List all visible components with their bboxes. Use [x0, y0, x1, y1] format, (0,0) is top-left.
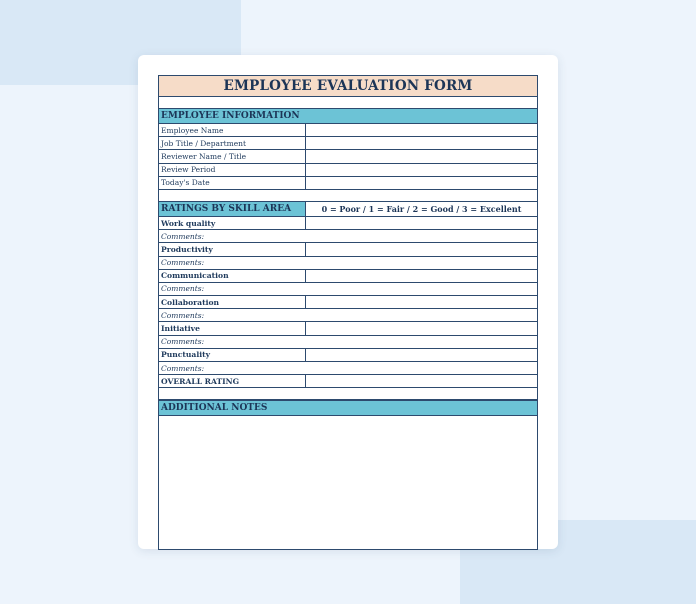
employee-information-fields — [158, 124, 538, 190]
skill-label: Communication — [159, 270, 306, 282]
field-label: Employee Name — [159, 124, 306, 136]
skill-row-initiative — [158, 322, 538, 335]
skill-row-work-quality — [158, 217, 538, 230]
skill-label: Punctuality — [159, 349, 306, 361]
skill-label: Productivity — [159, 243, 306, 255]
evaluation-form — [158, 75, 538, 550]
rating-cell[interactable] — [306, 243, 537, 255]
skill-ratings — [158, 217, 538, 388]
skill-label: Work quality — [159, 217, 306, 229]
rating-cell[interactable] — [306, 296, 537, 308]
skill-label: Initiative — [159, 322, 306, 334]
field-value-cell[interactable] — [306, 137, 537, 149]
comments-row[interactable] — [158, 362, 538, 375]
skill-label: Collaboration — [159, 296, 306, 308]
comments-label: Comments: — [161, 310, 205, 320]
field-job-title-department — [158, 137, 538, 150]
field-value-cell[interactable] — [306, 150, 537, 162]
field-label: Reviewer Name / Title — [159, 150, 306, 162]
field-todays-date — [158, 177, 538, 190]
field-value-cell[interactable] — [306, 164, 537, 176]
spacer-row — [158, 388, 538, 400]
rating-cell[interactable] — [306, 217, 537, 229]
spacer-row — [158, 190, 538, 202]
rating-cell[interactable] — [306, 349, 537, 361]
additional-notes-area[interactable] — [158, 416, 538, 550]
comments-row[interactable] — [158, 336, 538, 349]
comments-label: Comments: — [161, 363, 205, 373]
comments-label: Comments: — [161, 337, 205, 347]
form-title: EMPLOYEE EVALUATION FORM — [158, 75, 538, 97]
rating-cell[interactable] — [306, 322, 537, 334]
ratings-heading: RATINGS BY SKILL AREA — [159, 202, 306, 216]
comments-row[interactable] — [158, 257, 538, 270]
comments-label: Comments: — [161, 258, 205, 268]
overall-rating-row — [158, 375, 538, 388]
skill-row-communication — [158, 270, 538, 283]
skill-row-collaboration — [158, 296, 538, 309]
field-label: Review Period — [159, 164, 306, 176]
field-label: Today's Date — [159, 177, 306, 189]
comments-row[interactable] — [158, 283, 538, 296]
ratings-heading-row — [158, 202, 538, 217]
rating-scale-legend: 0 = Poor / 1 = Fair / 2 = Good / 3 = Excellent — [306, 202, 537, 216]
comments-row[interactable] — [158, 309, 538, 322]
field-reviewer-name-title — [158, 150, 538, 163]
skill-row-productivity — [158, 243, 538, 256]
comments-label: Comments: — [161, 284, 205, 294]
field-value-cell[interactable] — [306, 177, 537, 189]
field-review-period — [158, 164, 538, 177]
skill-row-punctuality — [158, 349, 538, 362]
spacer — [158, 97, 538, 108]
field-label: Job Title / Department — [159, 137, 306, 149]
rating-cell[interactable] — [306, 270, 537, 282]
additional-notes-heading: ADDITIONAL NOTES — [158, 400, 538, 416]
comments-row[interactable] — [158, 230, 538, 243]
employee-information-heading: EMPLOYEE INFORMATION — [158, 108, 538, 124]
field-employee-name — [158, 124, 538, 137]
overall-rating-label: OVERALL RATING — [159, 375, 306, 387]
comments-label: Comments: — [161, 231, 205, 241]
overall-rating-cell[interactable] — [306, 375, 537, 387]
field-value-cell[interactable] — [306, 124, 537, 136]
